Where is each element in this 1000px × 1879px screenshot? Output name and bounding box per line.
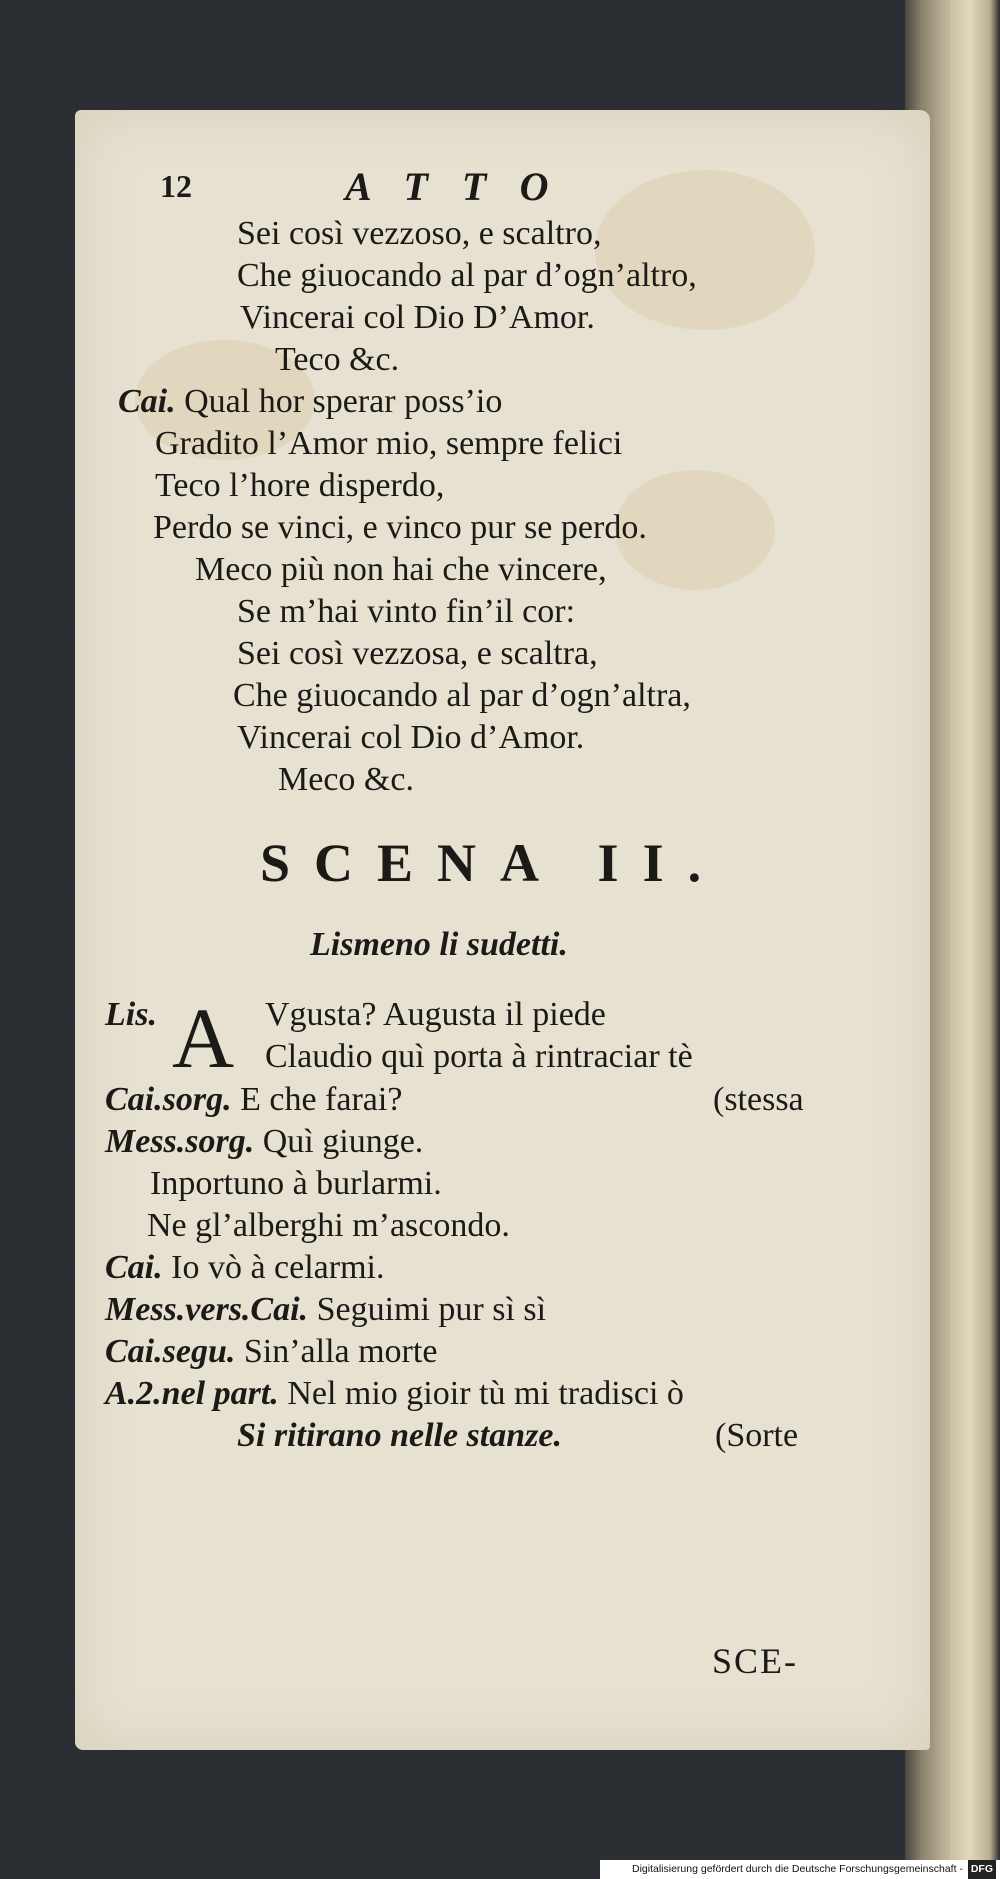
- verse-line: Meco più non hai che vincere,: [195, 551, 607, 588]
- page-stain: [595, 170, 815, 330]
- verse-line: Perdo se vinci, e vinco pur se perdo.: [153, 509, 647, 546]
- verse-line: Gradito l’Amor mio, sempre felici: [155, 425, 623, 462]
- verse-line: Cai. Qual hor sperar poss’io: [118, 383, 503, 420]
- verse-line: Teco l’hore disperdo,: [155, 467, 445, 504]
- turnover-text: (stessa: [713, 1081, 804, 1118]
- footer-text: Digitalisierung gefördert durch die Deutsche Forschungsgemeinschaft -: [631, 1863, 963, 1875]
- verse-line: Che giuocando al par d’ogn’altro,: [237, 257, 697, 294]
- verse-line: Che giuocando al par d’ogn’altra,: [233, 677, 691, 714]
- verse-line: Cai.segu. Sin’alla morte: [105, 1333, 438, 1370]
- verse-line: Vgusta? Augusta il piede: [265, 996, 606, 1033]
- verse-line: Mess.sorg. Quì giunge.: [105, 1123, 424, 1160]
- verse-line: Meco &c.: [278, 761, 414, 798]
- speaker-label: Cai.: [118, 383, 176, 420]
- verse-line: Ne gl’alberghi m’ascondo.: [147, 1207, 510, 1244]
- speaker-label: Mess.vers.Cai.: [105, 1291, 309, 1328]
- verse-line: Vincerai col Dio d’Amor.: [237, 719, 585, 756]
- stage-direction: Si ritirano nelle stanze.: [237, 1417, 562, 1454]
- verse-line: Claudio quì porta à rintraciar tè: [265, 1038, 693, 1075]
- verse-line: Cai. Io vò à celarmi.: [105, 1249, 385, 1286]
- page-number: 12: [160, 168, 192, 204]
- verse-line: Mess.vers.Cai. Seguimi pur sì sì: [105, 1291, 547, 1328]
- verse-line: Sei così vezzoso, e scaltro,: [237, 215, 602, 252]
- verse-line: Sei così vezzosa, e scaltra,: [237, 635, 598, 672]
- digitization-footer: [600, 1860, 1000, 1879]
- speaker-label: Cai.: [105, 1249, 163, 1286]
- speaker-label: A.2.nel part.: [105, 1375, 279, 1412]
- verse-line: Vincerai col Dio D’Amor.: [240, 299, 595, 336]
- verse-line: [105, 995, 157, 1035]
- scene-cast: Lismeno li sudetti.: [310, 926, 568, 963]
- turnover-text: (Sorte: [715, 1417, 799, 1454]
- verse-line: Cai.sorg. E che farai?: [105, 1081, 403, 1118]
- speaker-label: Lis.: [105, 996, 157, 1033]
- dfg-logo: DFG: [968, 1860, 996, 1879]
- verse-line: Inportuno à burlarmi.: [150, 1165, 442, 1202]
- verse-line: Se m’hai vinto fin’il cor:: [237, 593, 576, 630]
- catchword: SCE-: [712, 1641, 799, 1681]
- drop-capital: A: [172, 990, 235, 1086]
- verse-line: Teco &c.: [275, 341, 400, 378]
- speaker-label: Mess.sorg.: [105, 1123, 255, 1160]
- speaker-label: Cai.sorg.: [105, 1081, 232, 1118]
- verse-line: A.2.nel part. Nel mio gioir tù mi tradisci ò: [105, 1375, 684, 1412]
- book-edge: [950, 0, 1000, 1879]
- speaker-label: Cai.segu.: [105, 1333, 236, 1370]
- scene-title: SCENA II.: [260, 833, 726, 893]
- running-head: ATTO: [345, 164, 583, 209]
